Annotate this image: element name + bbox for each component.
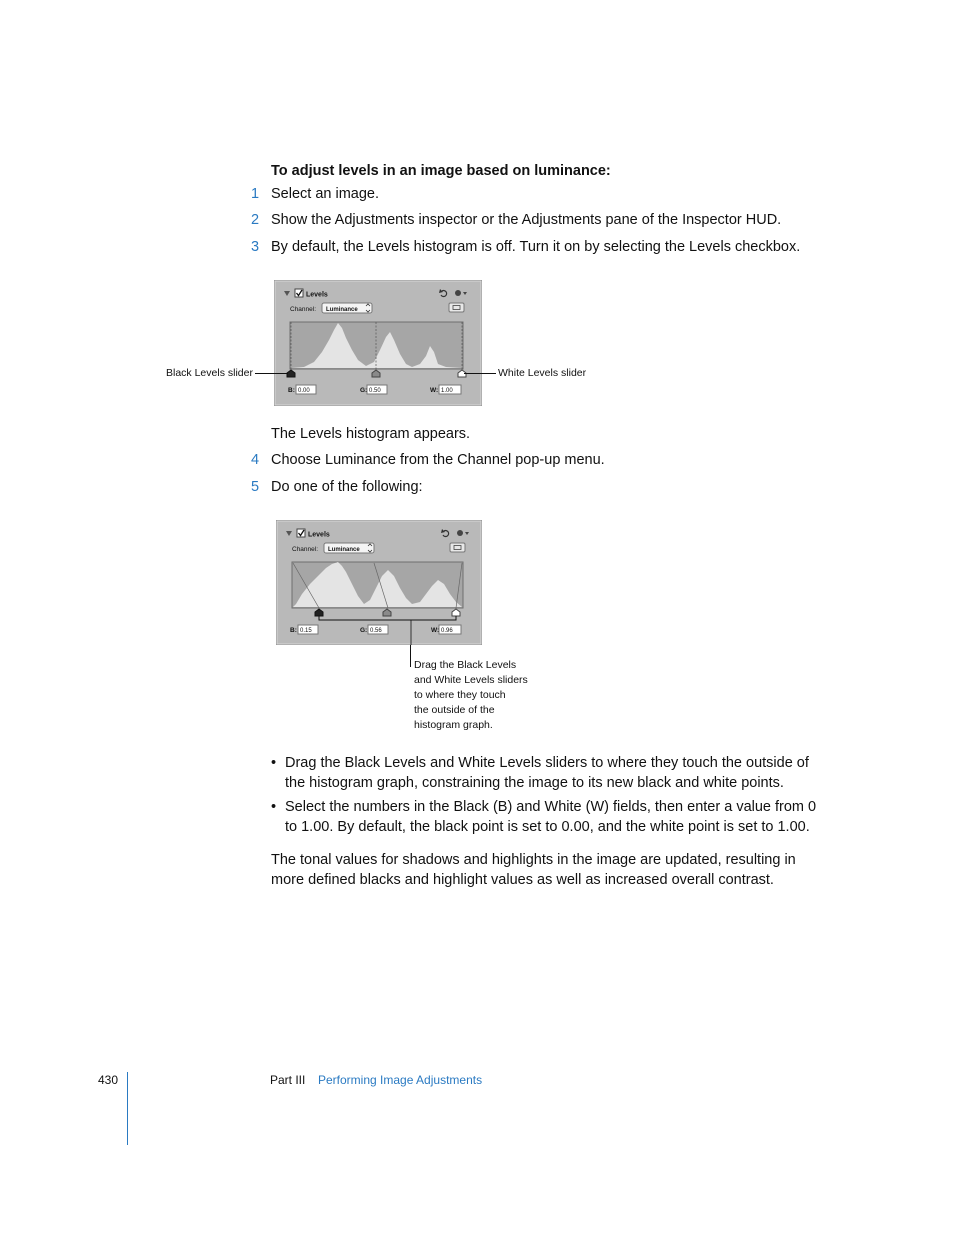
step-text: By default, the Levels histogram is off. Turn it on by selecting the Levels checkbox. <box>271 239 801 255</box>
step-number: 3 <box>251 239 260 255</box>
callout-leader-left <box>255 373 288 374</box>
bullet-text: Drag the Black Levels and White Levels sliders to where they touch the outside of the histogram graph, constraining the image to its new black and white points. <box>285 755 809 791</box>
gray-field-label: G: <box>360 627 368 634</box>
gray-value: 0.50 <box>369 388 381 394</box>
levels-title: Levels <box>308 531 330 539</box>
gray-field-label: G: <box>360 387 368 394</box>
step-4 <box>0 450 954 470</box>
callout-leader-right <box>464 373 496 374</box>
step-text: Do one of the following: <box>271 479 423 495</box>
bullet-item-1: • Drag the Black Levels and White Levels sliders to where they touch the outside of the histogram graph, constraining the image to its new black and white points. <box>271 753 831 795</box>
auto-levels-button <box>449 303 464 312</box>
callout-black-levels: Black Levels slider <box>166 367 253 379</box>
white-value: 1.00 <box>441 388 453 394</box>
step-number: 1 <box>251 186 260 202</box>
white-value: 0.96 <box>441 628 453 634</box>
levels-panel-figure-2 <box>276 520 482 645</box>
gear-icon <box>455 290 461 296</box>
gray-value: 0.56 <box>370 628 382 634</box>
footer-rule <box>127 1072 128 1145</box>
footer-part-title: Performing Image Adjustments <box>318 1073 483 1087</box>
step-1 <box>0 184 954 204</box>
callout-drag-sliders: Drag the Black Levels and White Levels sliders to where they touch the outside of the histogram graph. <box>414 659 528 731</box>
black-value: 0.15 <box>300 628 312 634</box>
bullet-item-2: • Select the numbers in the Black (B) and White (W) fields, then enter a value from 0 to 1.00. By default, the black point is set to 0.00, and the white point is set to 1.00. <box>271 797 831 839</box>
gear-icon <box>457 530 463 536</box>
black-value: 0.00 <box>298 388 310 394</box>
page-number: 430 <box>98 1073 119 1087</box>
bullet-text: Select the numbers in the Black (B) and White (W) fields, then enter a value from 0 to 1.00. By default, the black point is set to 0.00, and the white point is set to 1.00. <box>285 799 817 835</box>
black-field-label: B: <box>290 627 297 634</box>
levels-appears-text: The Levels histogram appears. <box>271 426 471 442</box>
step-2 <box>0 210 954 230</box>
closing-paragraph: The tonal values for shadows and highlights in the image are updated, resulting in more defined blacks and highlight values as well as increased overall contrast. <box>271 852 796 888</box>
step-text: Show the Adjustments inspector or the Adjustments pane of the Inspector HUD. <box>271 212 782 228</box>
white-field-label: W: <box>431 627 440 634</box>
channel-label: Channel: <box>290 306 317 313</box>
auto-levels-button <box>450 543 465 552</box>
step-number: 4 <box>251 452 260 468</box>
channel-value: Luminance <box>326 307 358 313</box>
step-3 <box>0 237 954 257</box>
white-field-label: W: <box>430 387 439 394</box>
callout-white-levels: White Levels slider <box>498 367 587 379</box>
step-text: Select an image. <box>271 186 380 202</box>
callout-leader-figure-2 <box>410 645 411 667</box>
levels-title: Levels <box>306 291 328 299</box>
levels-panel-figure-1 <box>274 280 482 406</box>
channel-value: Luminance <box>328 547 360 553</box>
step-text: Choose Luminance from the Channel pop-up menu. <box>271 452 605 468</box>
step-number: 5 <box>251 479 260 495</box>
channel-label: Channel: <box>292 546 319 553</box>
step-number: 2 <box>251 212 260 228</box>
step-5 <box>0 477 954 497</box>
procedure-heading: To adjust levels in an image based on luminance: <box>271 163 611 179</box>
black-field-label: B: <box>288 387 295 394</box>
footer-part-label: Part III <box>270 1073 306 1087</box>
